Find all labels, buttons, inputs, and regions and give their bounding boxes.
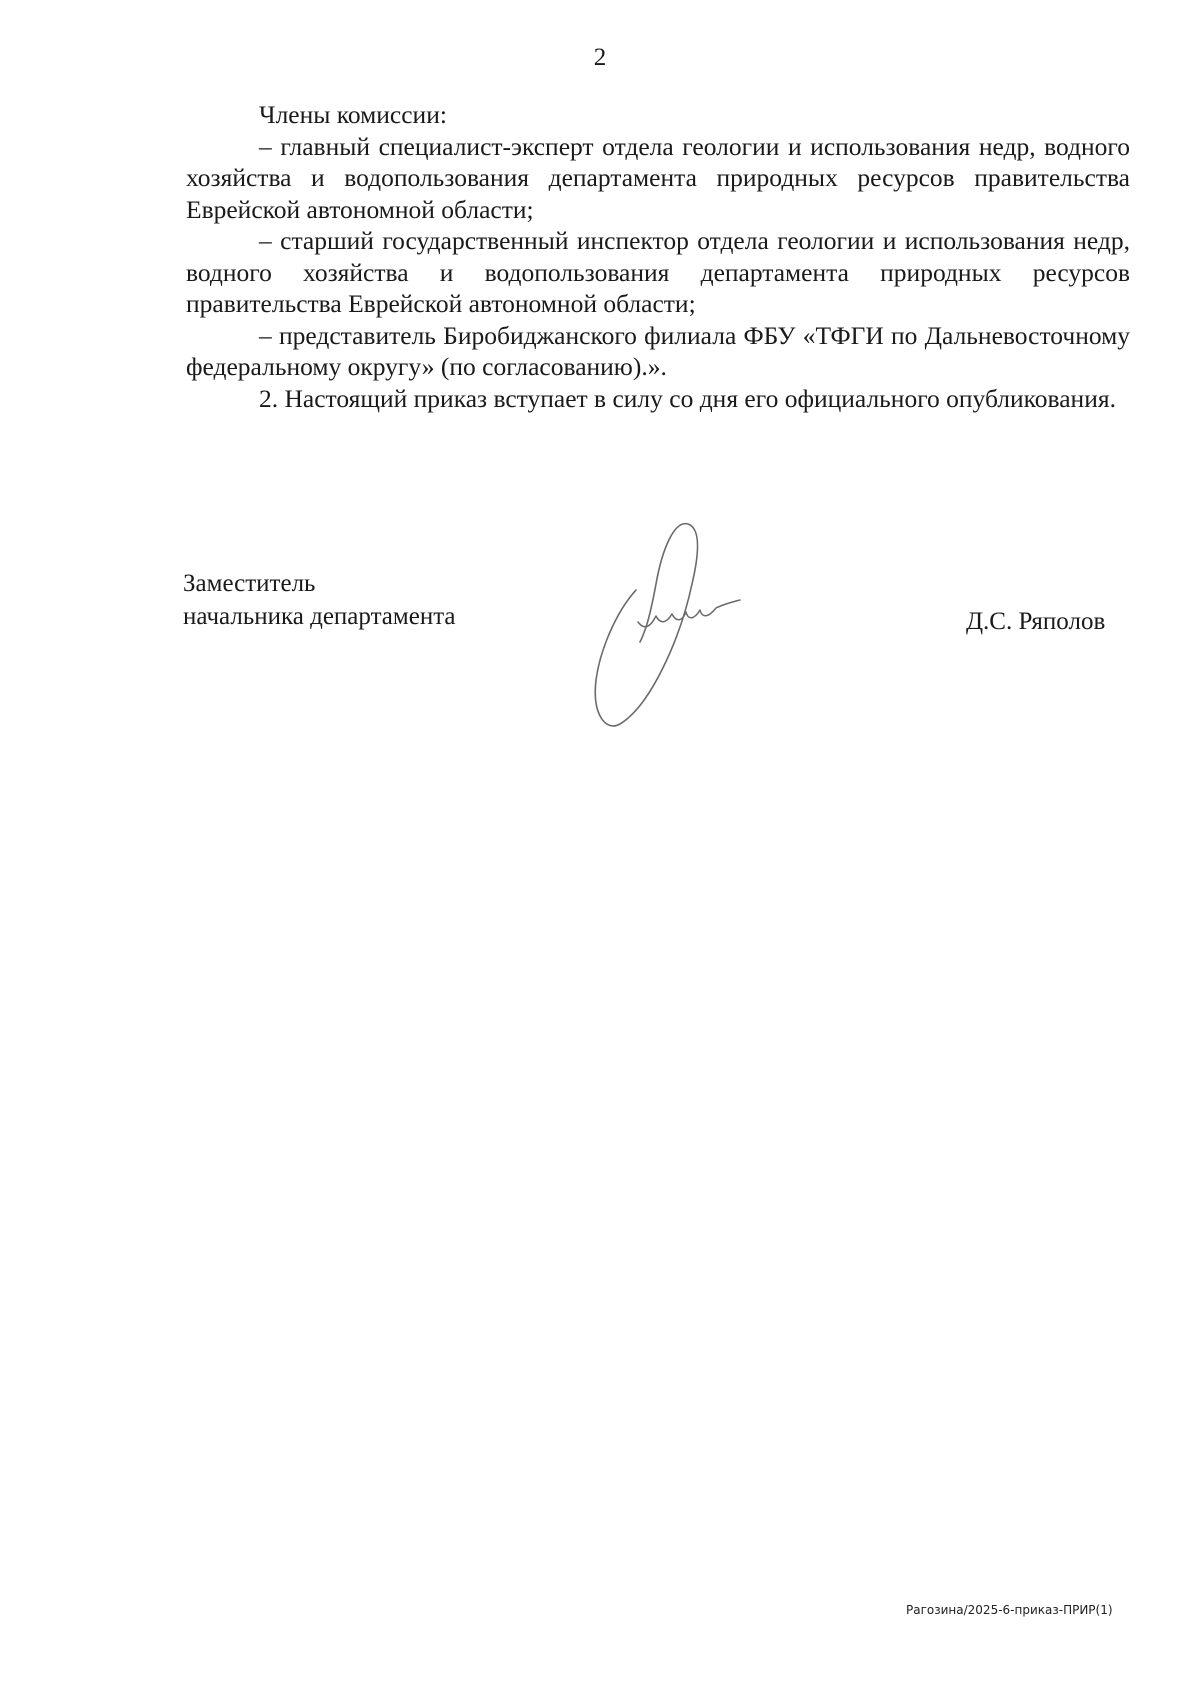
signatory-title <box>183 567 456 633</box>
effective-date-clause: 2. Настоящий приказ вступает в силу со дня его официального опубликования. <box>259 383 1116 413</box>
document-body <box>186 99 1130 414</box>
signatory-title-line-1: Заместитель <box>183 570 316 597</box>
member-item-representative: – представитель Биробиджанского филиала ФБУ «ТФГИ по Дальневосточному федеральному округу» (по согласованию).». <box>186 320 1130 381</box>
members-heading: Члены комиссии: <box>259 100 447 129</box>
page-number: 2 <box>593 44 607 71</box>
member-item-senior-inspector: – старший государственный инспектор отдела геологии и использования недр, водного хозяйства и водопользования департамента природных ресурсов правительства Еврейской автономной области; <box>186 226 1130 318</box>
signatory-title-line-2: начальника департамента <box>183 603 456 630</box>
document-reference: Рагозина/2025-6-приказ-ПРИР(1) <box>906 1603 1113 1617</box>
handwritten-signature <box>588 520 778 742</box>
member-item-chief-specialist: – главный специалист-эксперт отдела геологии и использования недр, водного хозяйства и водопользования департамента природных ресурсов правительства Еврейской автономной области; <box>186 131 1130 224</box>
signatory-name: Д.С. Ряполов <box>966 608 1106 635</box>
